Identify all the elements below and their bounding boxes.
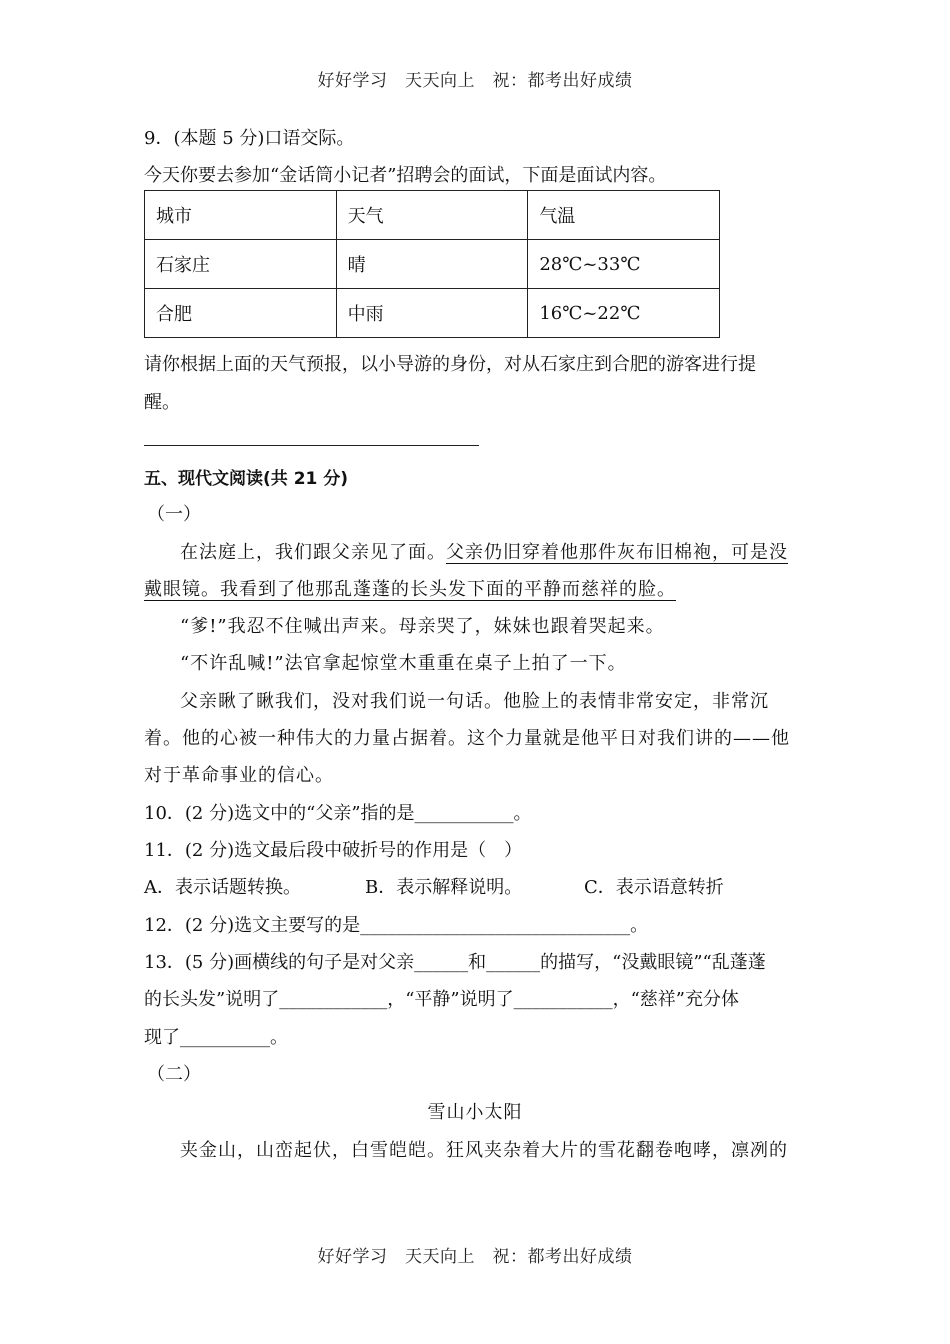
answer-line[interactable] — [144, 445, 479, 446]
passage1-para4-line3: 对于革命事业的信心。 — [144, 765, 334, 786]
q11-option-a: A．表示话题转换。 — [144, 877, 301, 898]
table-header-cell: 天气 — [336, 191, 528, 240]
question-13-line1: 13．(5 分)画横线的句子是对父亲______和______的描写，“没戴眼镜”“乱蓬蓬 — [144, 952, 766, 973]
part-label-2: （二） — [147, 1064, 201, 1085]
page-header: 好好学习 天天向上 祝：都考出好成绩 — [317, 71, 633, 91]
table-cell: 石家庄 — [145, 240, 337, 289]
passage2-title: 雪山小太阳 — [427, 1102, 523, 1123]
passage1-para4-line1: 父亲瞅了瞅我们，没对我们说一句话。他脸上的表情非常安定，非常沉 — [180, 691, 769, 712]
passage1-plain-text: 在法庭上，我们跟父亲见了面。 — [180, 542, 446, 563]
table-cell: 16℃~22℃ — [528, 289, 720, 338]
table-header-cell: 气温 — [528, 191, 720, 240]
question-13-line3: 现了__________。 — [144, 1027, 288, 1048]
question-12: 12．(2 分)选文主要写的是______________________________。 — [144, 915, 649, 936]
q11-option-c: C．表示语意转折 — [584, 877, 724, 898]
page-footer: 好好学习 天天向上 祝：都考出好成绩 — [317, 1247, 633, 1267]
table-row — [145, 289, 720, 338]
q9-prompt-line2: 醒。 — [144, 392, 180, 413]
question-10: 10．(2 分)选文中的“父亲”指的是___________。 — [144, 803, 532, 824]
passage1-line1 — [180, 538, 788, 564]
part-label-1: （一） — [147, 504, 201, 525]
question-11: 11．(2 分)选文最后段中破折号的作用是（ ） — [144, 840, 523, 861]
passage2-line1: 夹金山，山峦起伏，白雪皑皑。狂风夹杂着大片的雪花翻卷咆哮，凛冽的 — [180, 1140, 788, 1161]
table-cell: 28℃~33℃ — [528, 240, 720, 289]
table-row — [145, 240, 720, 289]
q11-option-b: B．表示解释说明。 — [365, 877, 523, 898]
q9-intro: 今天你要去参加“金话筒小记者”招聘会的面试，下面是面试内容。 — [144, 165, 667, 186]
table-header-cell: 城市 — [145, 191, 337, 240]
passage1-para3: “不许乱喊!”法官拿起惊堂木重重在桌子上拍了一下。 — [180, 653, 627, 674]
table-header-row — [145, 191, 720, 240]
passage1-para2: “爹!”我忍不住喊出声来。母亲哭了，妹妹也跟着哭起来。 — [180, 616, 665, 637]
q9-title: 9．(本题 5 分)口语交际。 — [144, 128, 355, 149]
q9-prompt-line1: 请你根据上面的天气预报，以小导游的身份，对从石家庄到合肥的游客进行提 — [144, 354, 756, 375]
table-cell: 晴 — [336, 240, 528, 289]
section-heading: 五、现代文阅读(共 21 分) — [144, 469, 349, 489]
underlined-sentence: 父亲仍旧穿着他那件灰布旧棉袍，可是没 — [446, 542, 788, 563]
question-13-line2: 的长头发”说明了____________，“平静”说明了___________，“慈祥”充分体 — [144, 989, 740, 1010]
underlined-sentence-cont: 戴眼镜。我看到了他那乱蓬蓬的长头发下面的平静而慈祥的脸。 — [144, 579, 676, 600]
table-cell: 合肥 — [145, 289, 337, 338]
passage1-para4-line2: 着。他的心被一种伟大的力量占据着。这个力量就是他平日对我们讲的——他 — [144, 728, 790, 749]
table-cell: 中雨 — [336, 289, 528, 338]
weather-table — [144, 190, 720, 338]
